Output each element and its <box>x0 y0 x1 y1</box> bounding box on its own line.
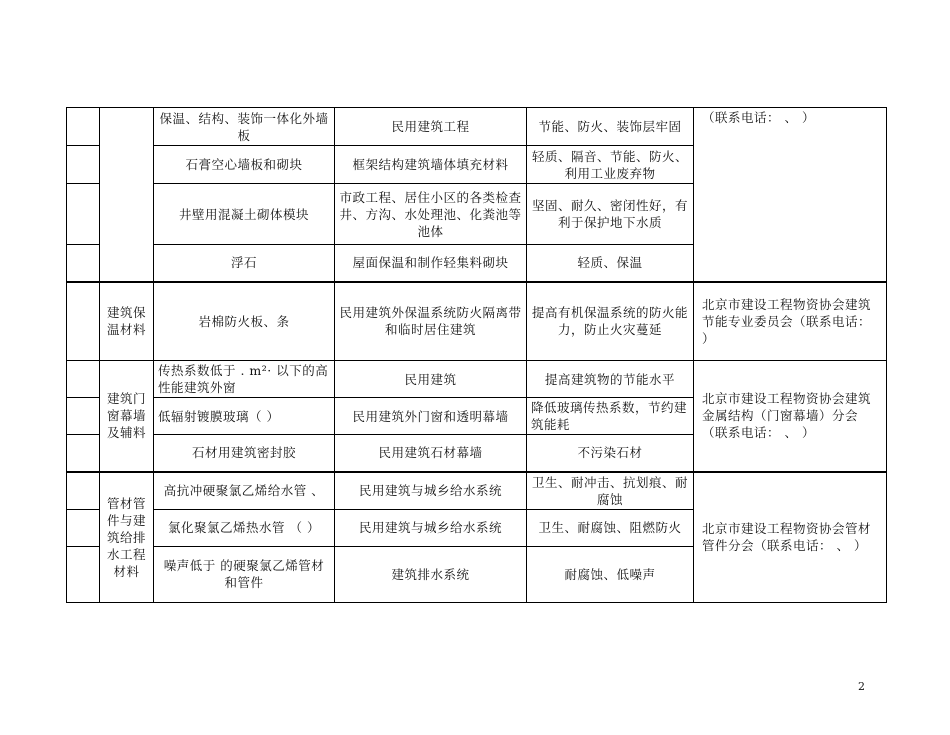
application-scope: 屋面保温和制作轻集料砌块 <box>335 245 527 282</box>
technical-feature: 提高建筑物的节能水平 <box>527 361 694 398</box>
technical-feature: 卫生、耐冲击、抗划痕、耐腐蚀 <box>527 472 694 510</box>
technical-feature: 轻质、隔音、节能、防火、利用工业废弃物 <box>527 146 694 184</box>
product-name: 浮石 <box>154 245 335 282</box>
application-scope: 民用建筑石材幕墙 <box>335 435 527 472</box>
index-cell <box>67 435 100 472</box>
product-name: 保温、结构、装饰一体化外墙板 <box>154 108 335 146</box>
application-scope: 民用建筑工程 <box>335 108 527 146</box>
index-cell <box>67 282 100 361</box>
product-name: 氯化聚氯乙烯热水管 （ ） <box>154 509 335 546</box>
contact-cell: 北京市建设工程物资协会建筑节能专业委员会（联系电话： ） <box>694 282 887 361</box>
contact-cell: （联系电话： 、 ） <box>694 108 887 282</box>
index-cell <box>67 245 100 282</box>
application-scope: 民用建筑与城乡给水系统 <box>335 509 527 546</box>
technical-feature: 卫生、耐腐蚀、阻燃防火 <box>527 509 694 546</box>
index-cell <box>67 184 100 245</box>
application-scope: 民用建筑外门窗和透明幕墙 <box>335 398 527 435</box>
technical-feature: 降低玻璃传热系数，节约建筑能耗 <box>527 398 694 435</box>
product-name: 石材用建筑密封胶 <box>154 435 335 472</box>
category-cell: 管材管件与建筑给排水工程材料 <box>100 472 154 603</box>
product-name: 石膏空心墙板和砌块 <box>154 146 335 184</box>
technical-feature: 节能、防火、装饰层牢固 <box>527 108 694 146</box>
table-row <box>67 282 887 361</box>
index-cell <box>67 108 100 146</box>
category-cell: 建筑门窗幕墙及辅料 <box>100 361 154 472</box>
table-row <box>67 472 887 510</box>
table-row <box>67 361 887 398</box>
product-name: 噪声低于 的硬聚氯乙烯管材和管件 <box>154 546 335 602</box>
product-name: 井壁用混凝土砌体模块 <box>154 184 335 245</box>
category-cell <box>100 108 154 282</box>
table-row <box>67 108 887 146</box>
application-scope: 民用建筑 <box>335 361 527 398</box>
technical-feature: 轻质、保温 <box>527 245 694 282</box>
technical-feature: 坚固、耐久、密闭性好，有利于保护地下水质 <box>527 184 694 245</box>
application-scope: 建筑排水系统 <box>335 546 527 602</box>
technical-feature: 提高有机保温系统的防火能力，防止火灾蔓延 <box>527 282 694 361</box>
index-cell <box>67 509 100 546</box>
application-scope: 框架结构建筑墙体填充材料 <box>335 146 527 184</box>
contact-cell: 北京市建设工程物资协会建筑金属结构（门窗幕墙）分会（联系电话： 、 ） <box>694 361 887 472</box>
index-cell <box>67 146 100 184</box>
page-number: 2 <box>858 680 865 693</box>
contact-cell: 北京市建设工程物资协会管材管件分会（联系电话： 、 ） <box>694 472 887 603</box>
index-cell <box>67 361 100 398</box>
index-cell <box>67 472 100 510</box>
materials-table <box>66 107 887 603</box>
technical-feature: 耐腐蚀、低噪声 <box>527 546 694 602</box>
product-name: 低辐射镀膜玻璃（ ） <box>154 398 335 435</box>
application-scope: 民用建筑与城乡给水系统 <box>335 472 527 510</box>
product-name: 高抗冲硬聚氯乙烯给水管 、 <box>154 472 335 510</box>
product-name: 传热系数低于 . m²· 以下的高性能建筑外窗 <box>154 361 335 398</box>
product-name: 岩棉防火板、条 <box>154 282 335 361</box>
category-cell: 建筑保温材料 <box>100 282 154 361</box>
application-scope: 市政工程、居住小区的各类检查井、方沟、水处理池、化粪池等池体 <box>335 184 527 245</box>
index-cell <box>67 398 100 435</box>
application-scope: 民用建筑外保温系统防火隔离带和临时居住建筑 <box>335 282 527 361</box>
technical-feature: 不污染石材 <box>527 435 694 472</box>
index-cell <box>67 546 100 602</box>
